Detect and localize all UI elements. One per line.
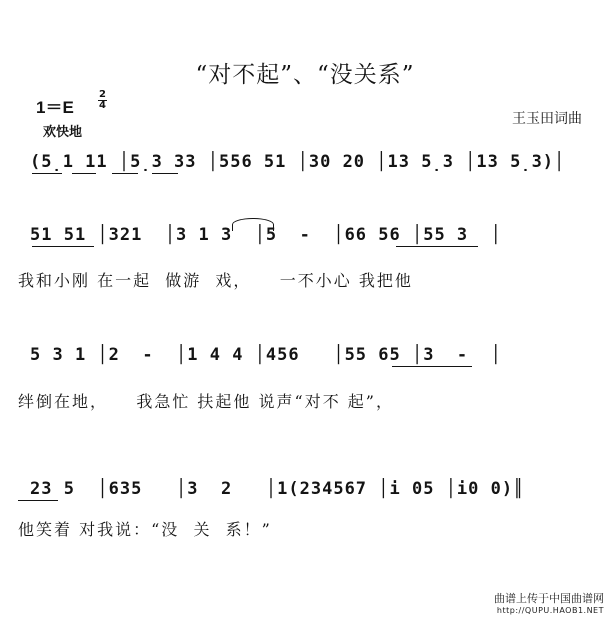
notation-row-1: (5̣1 11 │5̣3 33 │556 51 │30 20 │13 5̣3 │13 5̣3)│ (30, 152, 566, 172)
duration-underline (392, 366, 472, 367)
time-signature-numerator: 2 (99, 89, 106, 100)
notation-row-4: 23 5 │635 │3 2 │1(234567 │i 05 │i0 0)║ (30, 479, 525, 499)
time-signature-denominator: 4 (99, 100, 106, 111)
duration-underline (18, 500, 58, 501)
lyrics-row-2: 我和小刚 在一起 做游 戏， 一不小心 我把他 (18, 271, 413, 290)
lyrics-row-4: 他笑着 对我说：“没 关 系！” (18, 520, 272, 539)
lyrics-row-3: 绊倒在地， 我急忙 扶起他 说声“对不 起”， (18, 392, 394, 411)
duration-underline (396, 246, 478, 247)
duration-underline (32, 173, 62, 174)
slur-mark (232, 218, 274, 231)
duration-underline (32, 246, 94, 247)
watermark-line-1: 曲谱上传于中国曲谱网 (494, 592, 604, 605)
duration-underline (72, 173, 96, 174)
key-signature: 1＝E (36, 98, 74, 117)
duration-underline (112, 173, 138, 174)
song-title: “对不起”、“没关系” (195, 62, 415, 88)
notation-row-3: 5 3 1 │2 - │1 4 4 │456 │55 65 │3 - │ (30, 345, 502, 365)
composer-credit: 王玉田词曲 (512, 111, 582, 127)
tempo-marking: 欢快地 (43, 125, 83, 140)
watermark (494, 593, 604, 617)
watermark-url: http://QUPU.HAOB1.NET (496, 606, 604, 615)
notation-row-2: 51 51 │321 │3 1 3 │5 - │66 56 │55 3 │ (30, 225, 502, 245)
time-signature (98, 90, 107, 111)
duration-underline (152, 173, 178, 174)
